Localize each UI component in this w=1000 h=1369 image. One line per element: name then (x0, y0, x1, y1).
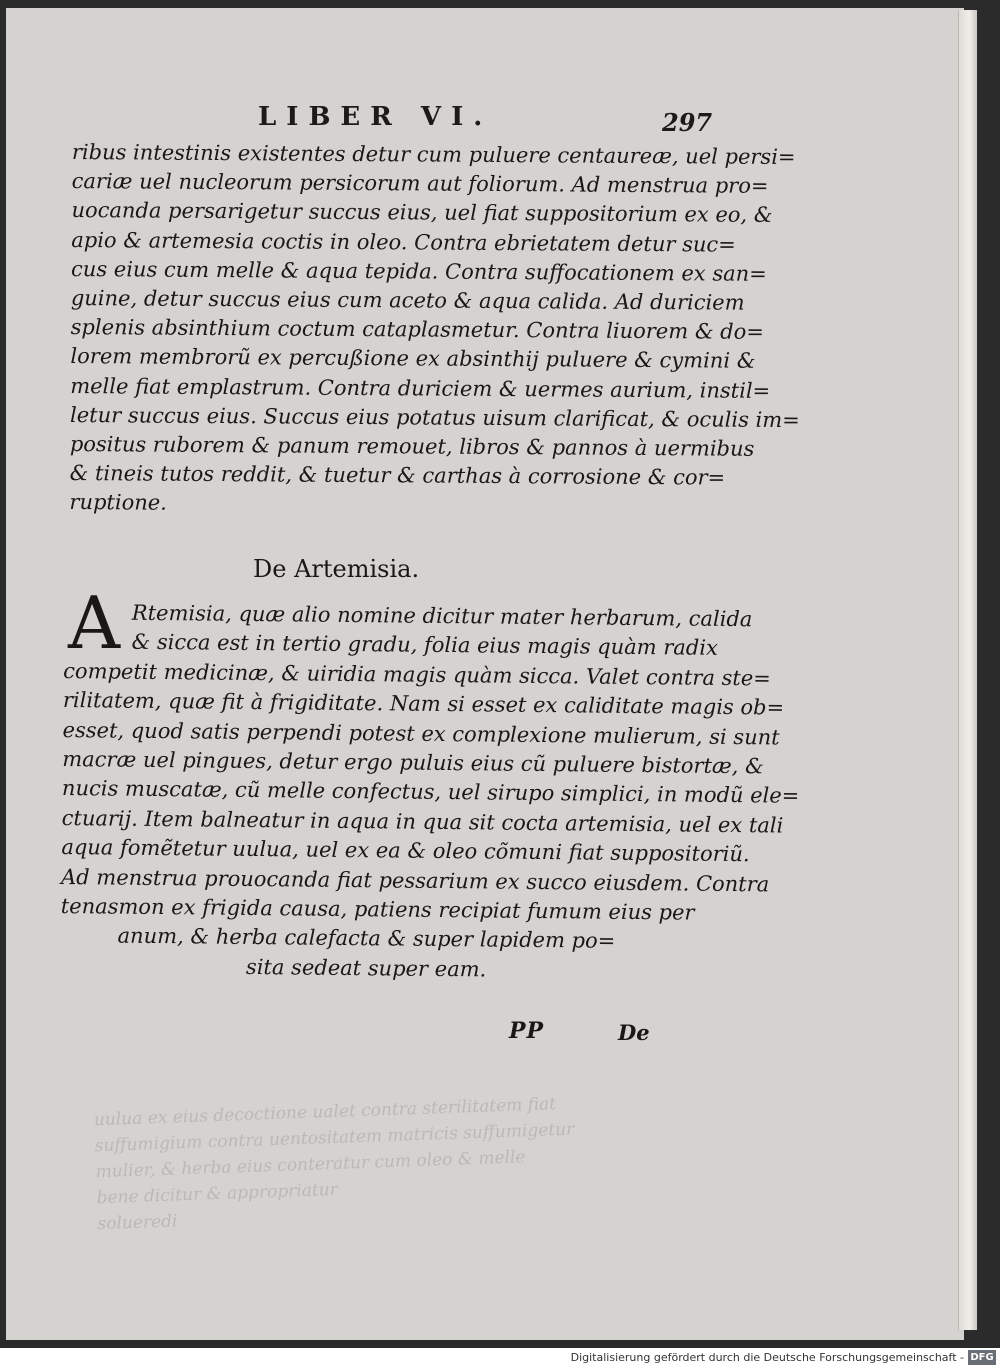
page-number: 297 (662, 108, 713, 137)
text-line: cus eius cum melle & aqua tepida. Contra suffocationem ex san= (71, 256, 767, 286)
text-line: apio & artemesia coctis in oleo. Contra ebrietatem detur suc= (71, 227, 736, 257)
text-line: sita sedeat super eam. (245, 954, 487, 982)
footer-bar (0, 1348, 1000, 1369)
catchword: De (618, 1020, 650, 1045)
text-line: cariæ uel nucleorum persicorum aut foliorum. Ad menstrua pro= (71, 169, 769, 199)
page-header (6, 98, 964, 138)
drop-cap: A (68, 581, 120, 665)
text-line: ruptione. (69, 490, 167, 516)
text-line: nucis muscatæ, cũ melle confectus, uel sirupo simplici, in modũ ele= (61, 776, 800, 809)
book-page (6, 8, 964, 1340)
running-head: LIBER VI. (258, 102, 493, 132)
text-line: & tineis tutos reddit, & tuetur & carthas à corrosione & cor= (69, 461, 726, 490)
text-line: splenis absinthium coctum cataplasmetur. Contra liuorem & do= (70, 315, 764, 345)
text-line: esset, quod satis perpendi potest ex complexione mulierum, si sunt (62, 717, 780, 750)
text-line: uocanda persarigetur succus eius, uel fiat suppositorium ex eo, & (71, 198, 773, 228)
text-line: Rtemisia, quæ alio nomine dicitur mater herbarum, calida (131, 600, 753, 632)
text-line: macræ uel pingues, detur ergo puluis eius cũ puluere bistortæ, & (62, 747, 764, 779)
text-line: ctuarij. Item balneatur in aqua in qua sit cocta artemisia, uel ex tali (61, 805, 784, 838)
text-line: lorem membrorũ ex percußione ex absinthij puluere & cymini & (70, 344, 756, 374)
text-line: anum, & herba calefacta & super lapidem po= (117, 924, 616, 954)
text-line: letur succus eius. Succus eius potatus uisum clarificat, & oculis im= (69, 402, 800, 432)
text-line: guine, detur succus eius cum aceto & aqua calida. Ad duriciem (70, 286, 745, 315)
text-line: & sicca est in tertio gradu, folia eius magis quàm radix (131, 630, 718, 661)
text-line: Ad menstrua prouocanda fiat pessarium ex succo eiusdem. Contra (60, 864, 770, 897)
text-line: positus ruborem & panum remouet, libros & pannos à uermibus (69, 432, 755, 461)
page-edge (958, 10, 977, 1330)
paragraph-artemisia (60, 598, 800, 987)
text-line: aqua fomẽtetur uulua, uel ex ea & oleo cõmuni fiat suppositoriũ. (61, 835, 750, 867)
bleed-through-text: uulua ex eius decoctione ualet contra sterilitatem fiat suffumigium contra uentositatem matricis suffumigetur mulier, & herba eius conteratur cum oleo & melle bene dicitur & appropriatur solueredi (93, 1094, 575, 1235)
text-line: melle fiat emplastrum. Contra duriciem & uermes aurium, instil= (70, 373, 771, 403)
paragraph-absinthium (69, 138, 800, 522)
section-title: De Artemisia. (253, 555, 420, 583)
signature-mark: PP (509, 1018, 545, 1044)
text-line: ribus intestinis existentes detur cum puluere centaureæ, uel persi= (71, 139, 796, 170)
footer-credit: Digitalisierung gefördert durch die Deutsche Forschungsgemeinschaft - (570, 1351, 964, 1364)
text-line: rilitatem, quæ fit à frigiditate. Nam si esset ex caliditate magis ob= (62, 688, 785, 720)
text-line: competit medicinæ, & uiridia magis quàm sicca. Valet contra ste= (63, 658, 771, 691)
dfg-logo: DFG (968, 1350, 996, 1365)
text-line: tenasmon ex frigida causa, patiens recipiat fumum eius per (60, 894, 695, 925)
